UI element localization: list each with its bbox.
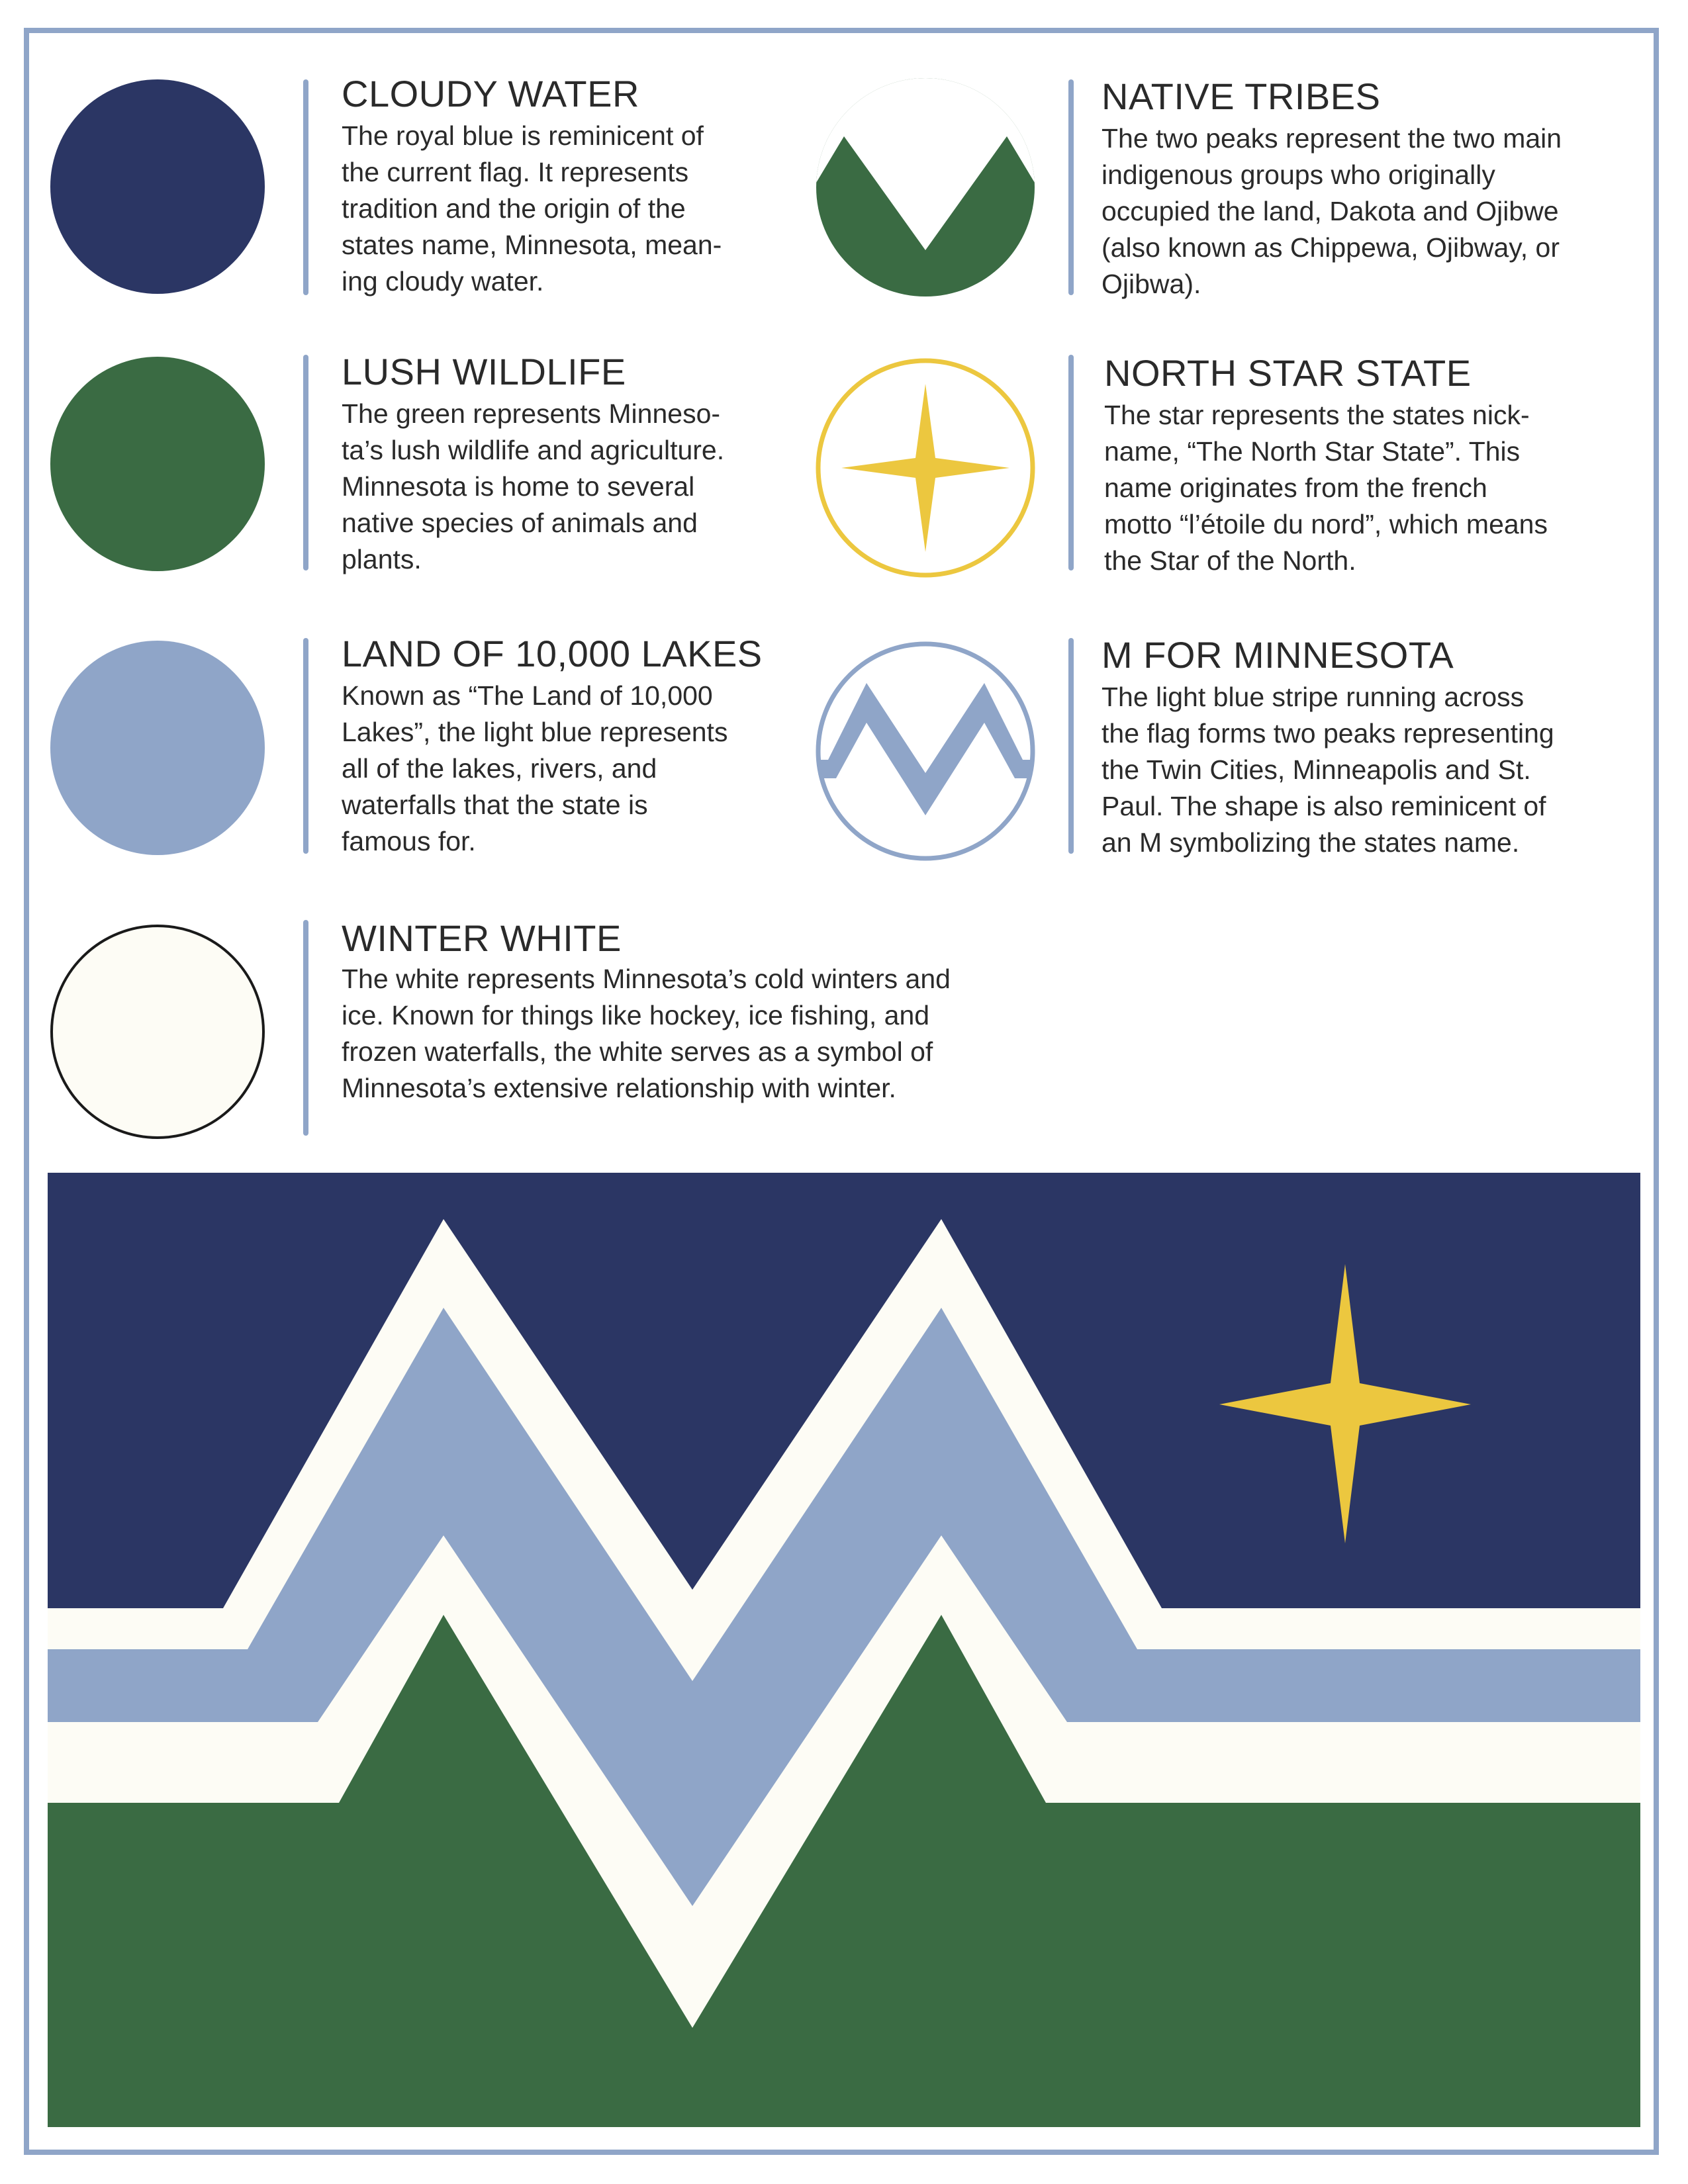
white-swatch bbox=[50, 925, 265, 1139]
divider-lush-wildlife bbox=[303, 355, 308, 570]
divider-native-tribes bbox=[1068, 79, 1074, 295]
divider-m-minnesota bbox=[1068, 638, 1074, 854]
winter-white-description: The white represents Minnesota’s cold winters and ice. Known for things like hockey, ice fishing, and frozen waterfalls, the white serves as a symbol of Minnesota’s extensive relationship with winter. bbox=[342, 964, 951, 1103]
lush-wildlife-title: LUSH WILDLIFE bbox=[342, 351, 626, 392]
divider-north-star bbox=[1068, 355, 1074, 570]
cloudy-water-title: CLOUDY WATER bbox=[342, 73, 639, 114]
native-tribes-description: The two peaks represent the two main indigenous groups who originally occupied the land, Dakota and Ojibwe (also known as Chippewa, Ojibway, or Ojibwa). bbox=[1102, 123, 1562, 299]
north-star-icon bbox=[815, 357, 1036, 578]
light-blue-swatch bbox=[50, 641, 265, 855]
cloudy-water-description: The royal blue is reminicent of the current flag. It represents tradition and the origin of the states name, Minnesota, mean- ing cloudy water. bbox=[342, 120, 722, 296]
m-minnesota-title: M FOR MINNESOTA bbox=[1102, 634, 1454, 676]
north-star-title: NORTH STAR STATE bbox=[1104, 352, 1472, 394]
lakes-title: LAND OF 10,000 LAKES bbox=[342, 633, 763, 674]
winter-white-title: WINTER WHITE bbox=[342, 917, 622, 959]
divider-winter-white bbox=[303, 920, 308, 1136]
divider-cloudy-water bbox=[303, 79, 308, 295]
north-star-description: The star represents the states nick- name, “The North Star State”. This name originates from the french motto “l’étoile du nord”, which means the Star of the North. bbox=[1104, 400, 1548, 576]
lakes-description: Known as “The Land of 10,000 Lakes”, the light blue represents all of the lakes, rivers, and waterfalls that the state is famous for. bbox=[342, 680, 728, 856]
peaks-icon bbox=[815, 77, 1036, 298]
divider-lakes bbox=[303, 638, 308, 854]
minnesota-flag bbox=[48, 1173, 1640, 2127]
m-minnesota-description: The light blue stripe running across the flag forms two peaks representing the Twin Cities, Minneapolis and St. Paul. The shape is also reminicent of an M symbolizing the states name. bbox=[1102, 682, 1554, 858]
royal-blue-swatch bbox=[50, 79, 265, 294]
lush-wildlife-description: The green represents Minneso- ta’s lush wildlife and agriculture. Minnesota is home to several native species of animals and plants. bbox=[342, 398, 725, 574]
green-swatch bbox=[50, 357, 265, 571]
m-stripe-icon bbox=[815, 641, 1036, 862]
native-tribes-title: NATIVE TRIBES bbox=[1102, 75, 1381, 117]
